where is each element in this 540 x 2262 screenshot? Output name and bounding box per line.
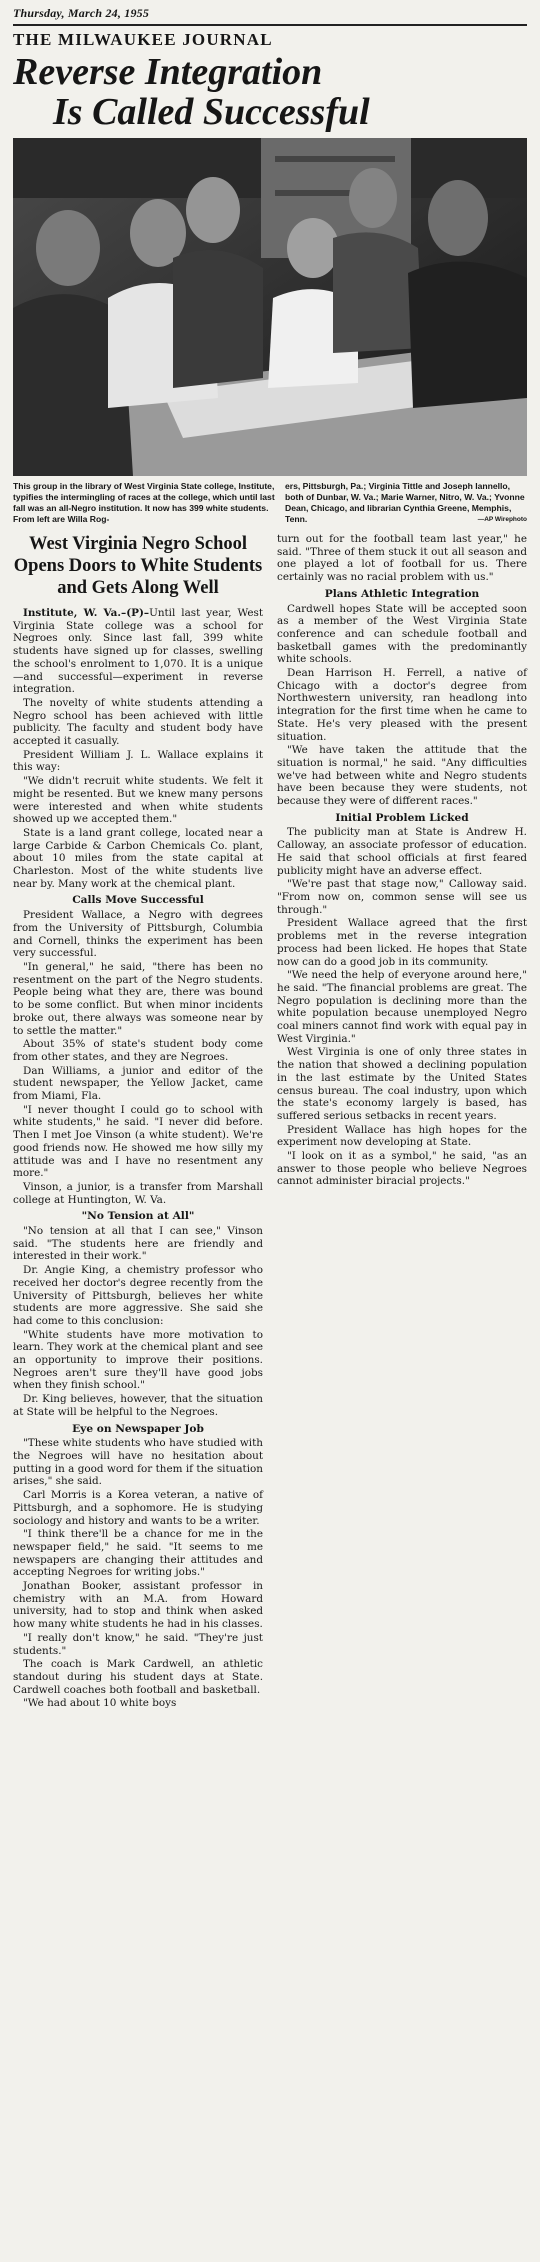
article-column-right [277, 533, 527, 1711]
caption-col-2 [285, 481, 527, 525]
paragraph: "We didn't recruit white students. We felt it might be resented. But we knew many persons were interested and when white students showed up we accepted them." [13, 775, 263, 826]
photo-illustration [13, 138, 527, 476]
section-head: Calls Move Successful [72, 894, 204, 907]
paragraph: State is a land grant college, located near a large Carbide & Carbon Chemicals Co. plant, about 10 miles from the state capital at Charleston. Most of the white students live near by. Many work at the chemical plant. [13, 826, 263, 890]
paragraph: "In general," he said, "there has been no resentment on the part of the Negro students. People being what they are, there was bound to be some conflict. But when minor incidents broke out, there always was someone near by to settle the matter." [13, 960, 263, 1037]
paragraph: Dan Williams, a junior and editor of the student newspaper, the Yellow Jacket, came from Miami, Fla. [13, 1064, 263, 1103]
masthead: THE MILWAUKEE JOURNAL [13, 30, 273, 49]
photo-credit: —AP Wirephoto [477, 516, 527, 523]
paragraph: Dr. King believes, however, that the situation at State will be helpful to the Negroes. [13, 1393, 263, 1418]
paragraph: The publicity man at State is Andrew H. Calloway, an associate professor of education. He said that school officials at first feared publicity might have an adverse effect. [277, 826, 527, 877]
paragraph: Dr. Angie King, a chemistry professor who received her doctor's degree recently from the University of Pittsburgh, believes her white students are more aggressive. She said she had come to this conclusion: [13, 1264, 263, 1327]
headline [13, 52, 527, 132]
article-body [13, 533, 527, 1711]
lead-paragraph [13, 607, 263, 696]
paragraph: Dean Harrison H. Ferrell, a native of Chicago with a doctor's degree from Northwestern university, ran headlong into integration for the first time when he came to State. He's very pleased with the present situation. [277, 667, 527, 743]
paragraph: "I really don't know," he said. "They're just students." [13, 1631, 263, 1657]
paragraph: The novelty of white students attending a Negro school has been achieved with little publicity. The faculty and student body have accepted it casually. [13, 696, 263, 748]
article-dateline: Institute, W. Va.–(P)– [23, 607, 150, 619]
paragraph: President Wallace has high hopes for the experiment now developing at State. [277, 1123, 527, 1149]
headline-line-1: Reverse Integration [13, 51, 323, 93]
paragraph: President William J. L. Wallace explains it this way: [13, 748, 263, 774]
paragraph: "We have taken the attitude that the situation is normal," he said. "Any difficulties we've had between white and Negro students have been because they were students, not because they were of different races." [277, 744, 527, 808]
paragraph: Vinson, a junior, is a transfer from Marshall college at Huntington, W. Va. [13, 1180, 263, 1206]
paragraph: "White students have more motivation to learn. They work at the chemical plant and see an opportunity to improve their positions. Negroes aren't sure they'll have good jobs when they finish school." [13, 1328, 263, 1392]
paragraph: President Wallace agreed that the first problems met in the reverse integration process had been licked. He hopes that State now can do a good job in its community. [277, 917, 527, 968]
photo-caption [13, 481, 527, 525]
section-head: "No Tension at All" [81, 1210, 195, 1223]
caption-col-2-text: ers, Pittsburgh, Pa.; Virginia Tittle and Joseph Iannello, both of Dunbar, W. Va.; Marie Warner, Nitro, W. Va.; Yvonne Dean, Chicago, and librarian Cynthia Greene, Memphis, Tenn. [285, 481, 525, 524]
lead-text: Until last year, West Virginia State college was a school for Negroes only. Since last fall, 399 white students have signed up for classes, swelling the school's enrolment to 1,070. It is a unique—and successful—experiment in reverse integration. [13, 607, 263, 696]
paragraph: Cardwell hopes State will be accepted soon as a member of the West Virginia State conference and can schedule football and basketball games with the predominantly white schools. [277, 602, 527, 666]
paragraph: turn out for the football team last year," he said. "Three of them stuck it out all season and one played a lot of football for us. There certainly was no racial problem with us." [277, 533, 527, 584]
headline-line-2: Is Called Successful [53, 91, 370, 133]
paragraph: The coach is Mark Cardwell, an athletic standout during his student days at State. Cardwell coaches both football and basketball. [13, 1658, 263, 1696]
section-head: Initial Problem Licked [335, 811, 469, 824]
paragraph: President Wallace, a Negro with degrees from the University of Pittsburgh, Columbia and Cornell, thinks the experiment has been very successful. [13, 909, 263, 960]
news-photo [13, 138, 527, 476]
article-column-left [13, 533, 263, 1711]
paragraph: Jonathan Booker, assistant professor in chemistry with an M.A. from Howard university, had to stop and think when asked how many white students he had in his classes. [13, 1580, 263, 1631]
paragraph: "I think there'll be a chance for me in the newspaper field," he said. "It seems to me newspapers are changing their attitudes and accepting Negroes for writing jobs." [13, 1528, 263, 1579]
subhead: West Virginia Negro School Opens Doors to White Students and Gets Along Well [13, 534, 263, 598]
paragraph: "We had about 10 white boys [23, 1697, 177, 1710]
dateline: Thursday, March 24, 1955 [13, 6, 527, 26]
paragraph: "No tension at all that I can see," Vinson said. "The students here are friendly and interested in their work." [13, 1225, 263, 1263]
paragraph: Carl Morris is a Korea veteran, a native of Pittsburgh, and a sophomore. He is studying sociology and history and wants to be a writer. [13, 1489, 263, 1527]
paragraph: West Virginia is one of only three states in the nation that showed a declining population in the last estimate by the United States census bureau. The coal industry, upon which the state's economy largely is based, has suffered serious setbacks in recent years. [277, 1046, 527, 1122]
paragraph: "These white students who have studied with the Negroes will have no hesitation about putting in a good word for them if the situation arises," she said. [13, 1437, 263, 1488]
paragraph: "We're past that stage now," Calloway said. "From now on, common sense will see us through." [277, 878, 527, 916]
paragraph: "I look on it as a symbol," he said, "as an answer to those people who believe Negroes cannot administer biracial projects." [277, 1150, 527, 1188]
paragraph: "I never thought I could go to school with white students," he said. "I never did before. Then I met Joe Vinson (a white student). We're good friends now. He showed me how silly my attitude was and I have no resentment any more." [13, 1103, 263, 1180]
paragraph: About 35% of state's student body come from other states, and they are Negroes. [13, 1038, 263, 1063]
caption-col-1: This group in the library of West Virginia State college, Institute, typifies the intermingling of races at the college, which until last fall was an all-Negro institution. It now has 399 white students. From left are Willa Rog- [13, 481, 275, 524]
section-head: Eye on Newspaper Job [72, 1422, 204, 1435]
paragraph: "We need the help of everyone around here," he said. "The financial problems are great. The Negro population is declining more than the white population because unemployed Negro coal miners cannot find work with equal pay in West Virginia." [277, 969, 527, 1045]
section-head: Plans Athletic Integration [324, 587, 480, 600]
